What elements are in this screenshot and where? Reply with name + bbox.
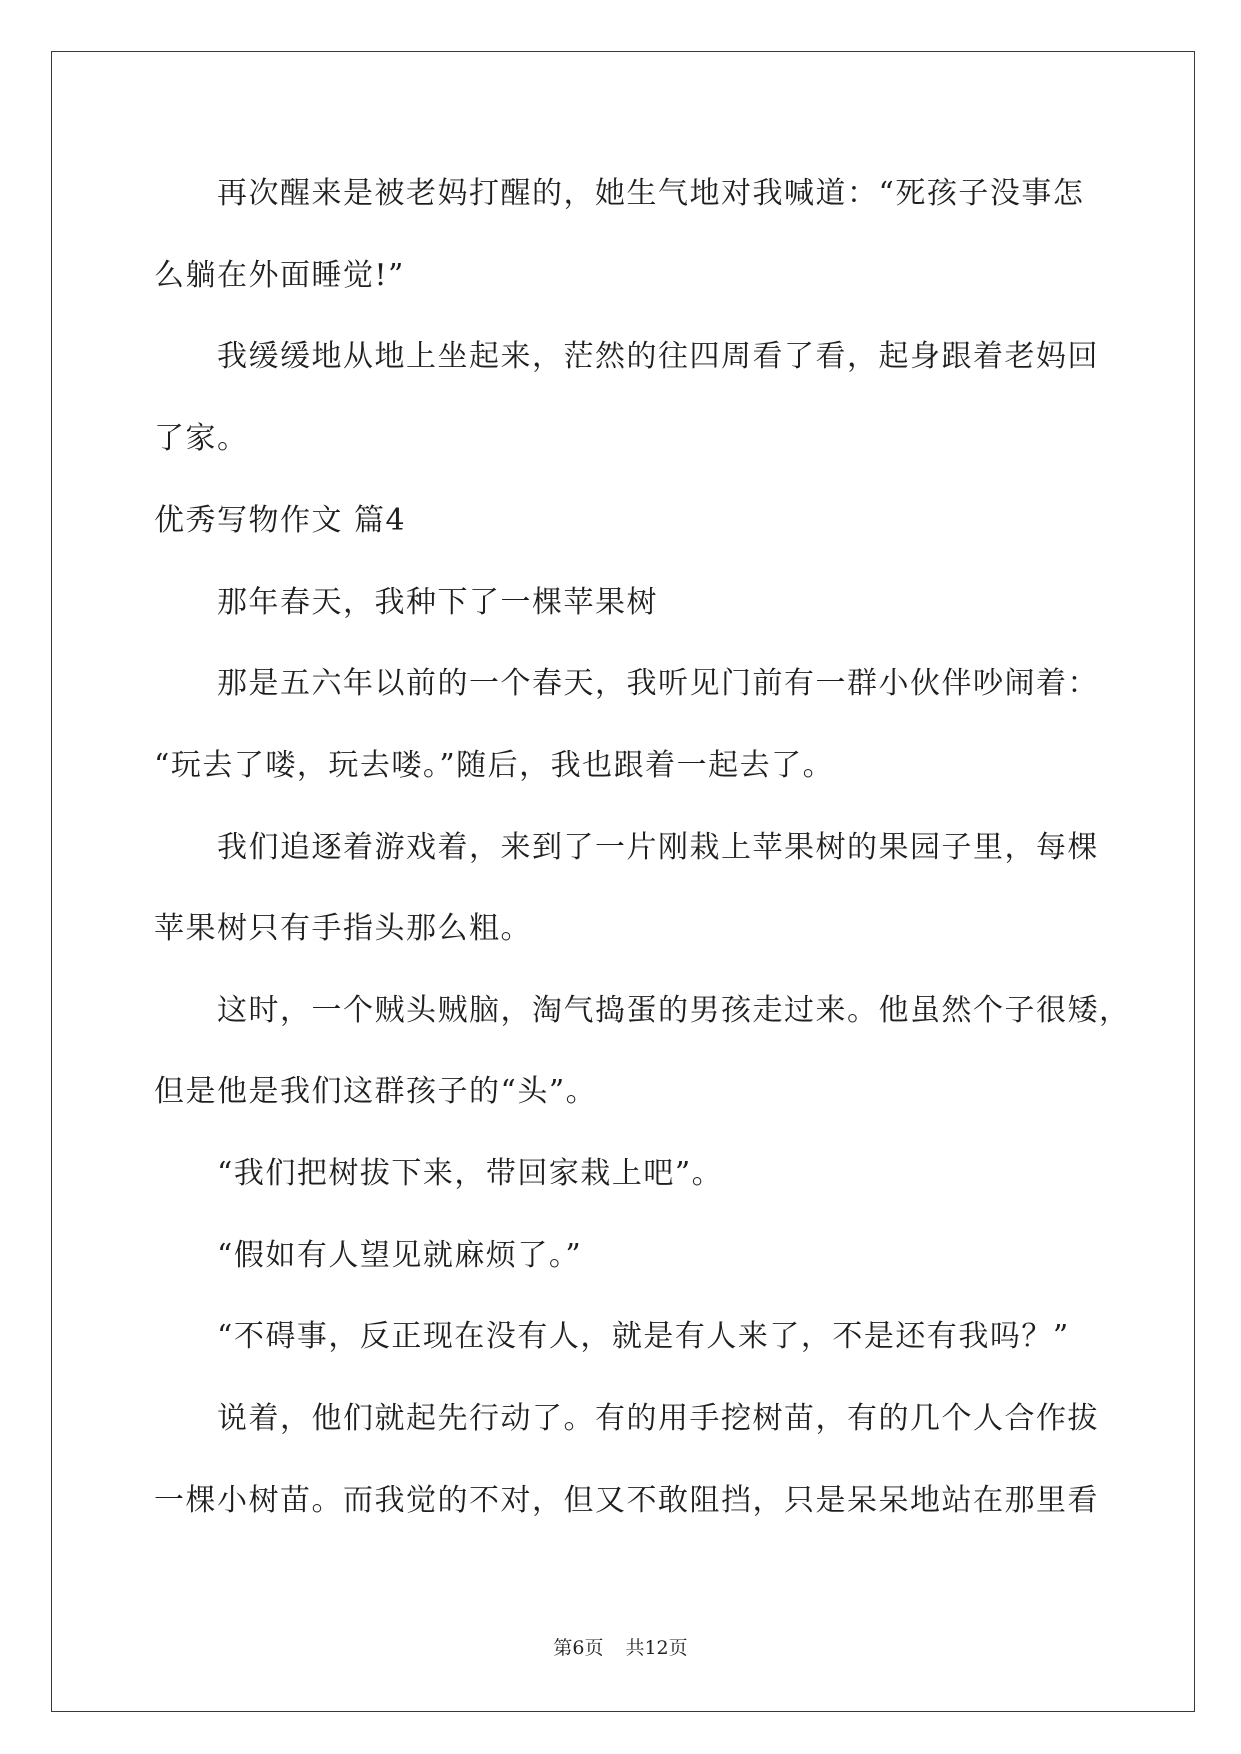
body-line: “不碍事，反正现在没有人，就是有人来了，不是还有我吗？” <box>217 1319 1070 1354</box>
body-line: 苹果树只有手指头那么粗。 <box>154 911 532 946</box>
body-line: 那是五六年以前的一个春天，我听见门前有一群小伙伴吵闹着： <box>217 666 1099 701</box>
section-heading: 优秀写物作文 篇4 <box>154 503 407 538</box>
page-footer <box>0 1636 1241 1660</box>
page-total: 共12页 <box>625 1637 688 1659</box>
body-line: 一棵小树苗。而我觉的不对，但又不敢阻挡，只是呆呆地站在那里看 <box>154 1483 1099 1518</box>
page-border <box>51 51 1195 1712</box>
body-line: 了家。 <box>154 421 249 456</box>
body-line: 这时，一个贼头贼脑，淘气捣蛋的男孩走过来。他虽然个子很矮， <box>217 993 1131 1028</box>
body-line: 但是他是我们这群孩子的“头”。 <box>154 1074 598 1109</box>
body-line: 我缓缓地从地上坐起来，茫然的往四周看了看，起身跟着老妈回 <box>217 339 1099 374</box>
body-line: 我们追逐着游戏着，来到了一片刚栽上苹果树的果园子里，每棵 <box>217 830 1099 865</box>
body-line: 么躺在外面睡觉!” <box>154 258 405 293</box>
body-line: “玩去了喽，玩去喽。”随后，我也跟着一起去了。 <box>154 748 835 783</box>
page-number: 第6页 <box>553 1637 604 1659</box>
body-line: “假如有人望见就麻烦了。” <box>217 1238 583 1273</box>
body-line: 说着，他们就起先行动了。有的用手挖树苗，有的几个人合作拔 <box>217 1401 1099 1436</box>
body-line: “我们把树拔下来，带回家栽上吧”。 <box>217 1156 724 1191</box>
body-line: 那年春天，我种下了一棵苹果树 <box>217 585 658 620</box>
body-line: 再次醒来是被老妈打醒的，她生气地对我喊道：“死孩子没事怎 <box>217 176 1085 211</box>
